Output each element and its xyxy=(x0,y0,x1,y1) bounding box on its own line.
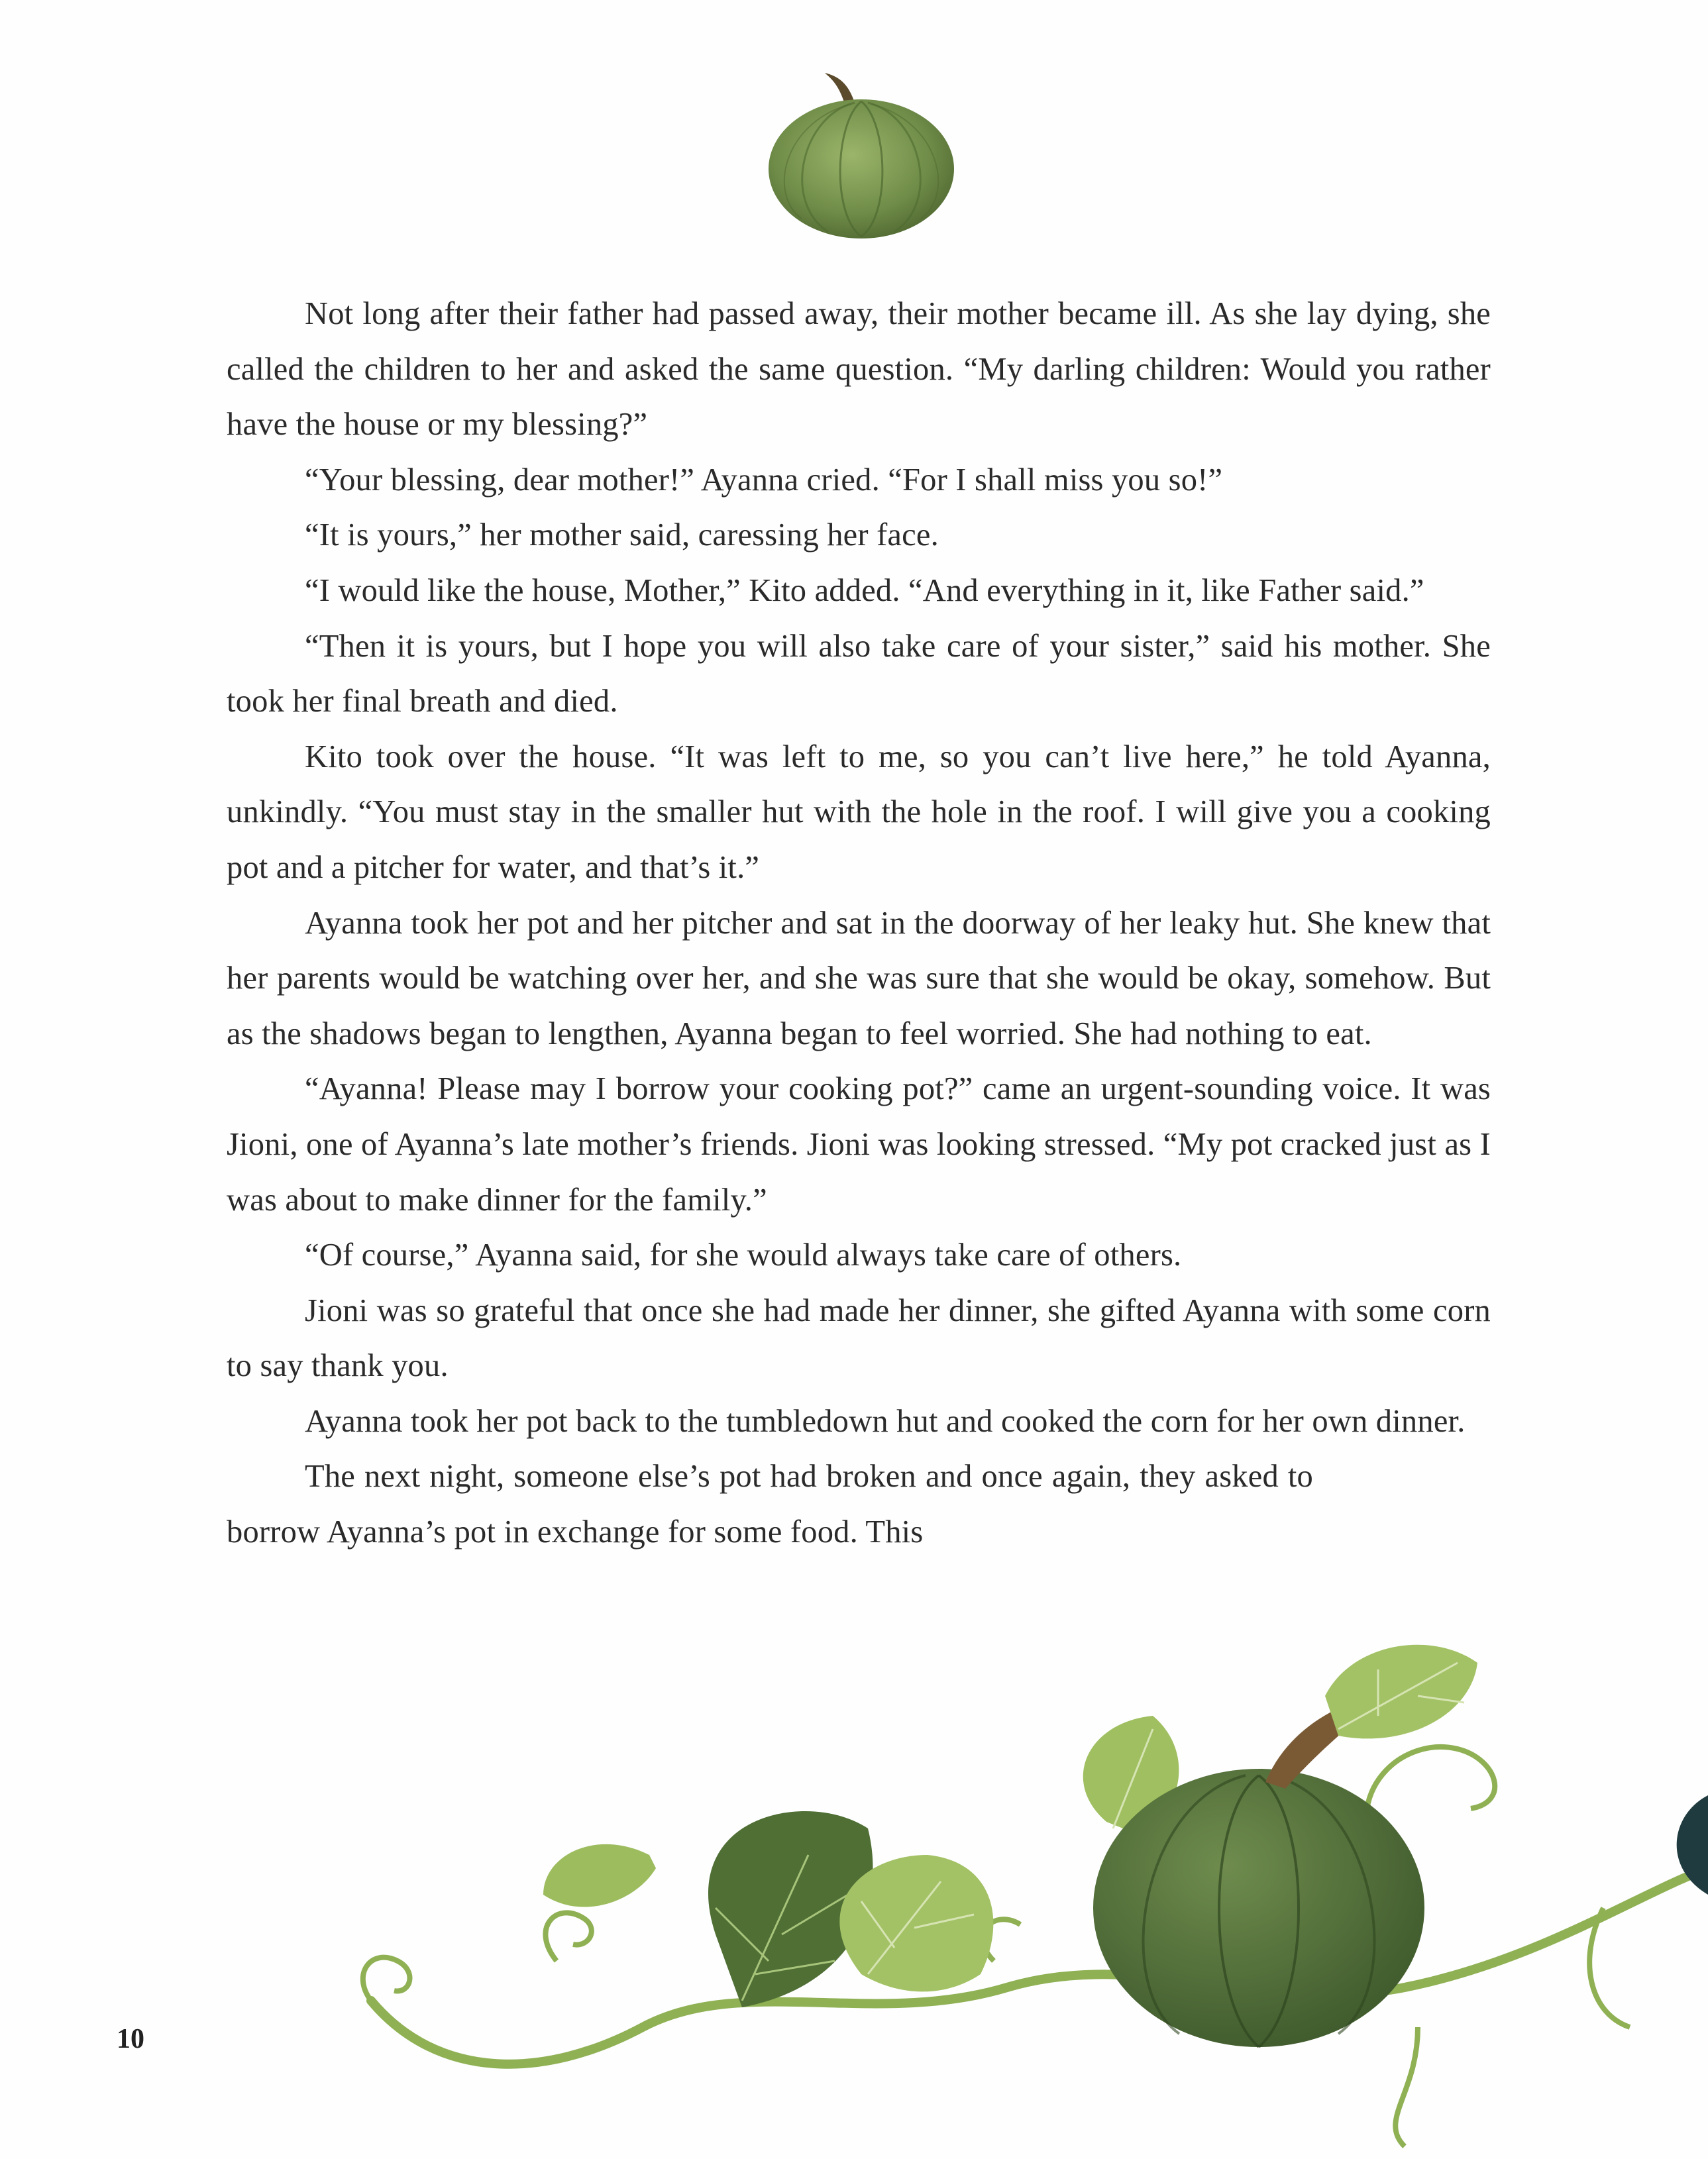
paragraph: “Then it is yours, but I hope you will also take care of your sister,” said his mother. She took her final breath and died. xyxy=(227,628,1491,719)
paragraph: “Of course,” Ayanna said, for she would always take care of others. xyxy=(305,1237,1182,1273)
paragraph: Ayanna took her pot and her pitcher and sat in the doorway of her leaky hut. She knew that her parents would be watching over her, and she was sure that she would be okay, somehow. But as the shadows began to lengthen, Ayanna began to feel worried. She had nothing to eat. xyxy=(227,905,1491,1051)
paragraph: The next night, someone else’s pot had broken and once again, they asked to borrow Ayanna’s pot in exchange for some food. This xyxy=(227,1459,1313,1550)
paragraph: “I would like the house, Mother,” Kito added. “And everything in it, like Father said.” xyxy=(305,572,1424,608)
story-text xyxy=(227,286,1491,1560)
paragraph: Kito took over the house. “It was left to me, so you can’t live here,” he told Ayanna, unkindly. “You must stay in the smaller hut with the hole in the roof. I will give you a cooking pot and a pitcher for water, and that’s it.” xyxy=(227,739,1491,885)
paragraph: “Your blessing, dear mother!” Ayanna cried. “For I shall miss you so!” xyxy=(305,462,1223,498)
pumpkin-vine-illustration xyxy=(345,1616,1708,2159)
paragraph: “It is yours,” her mother said, caressing her face. xyxy=(305,517,939,553)
paragraph: Not long after their father had passed away, their mother became ill. As she lay dying, she called the children to her and asked the same question. “My darling children: Would you rather have the house or my blessing?” xyxy=(227,296,1491,443)
paragraph: Ayanna took her pot back to the tumbledown hut and cooked the corn for her own dinner. xyxy=(305,1403,1466,1439)
paragraph: Jioni was so grateful that once she had made her dinner, she gifted Ayanna with some corn to say thank you. xyxy=(227,1292,1491,1384)
paragraph: “Ayanna! Please may I borrow your cooking pot?” came an urgent-sounding voice. It was Jioni, one of Ayanna’s late mother’s friends. Jioni was looking stressed. “My pot cracked just as I was about to make dinner for the family.” xyxy=(227,1071,1491,1218)
page-number: 10 xyxy=(117,2024,144,2054)
pumpkin-icon xyxy=(755,63,967,242)
